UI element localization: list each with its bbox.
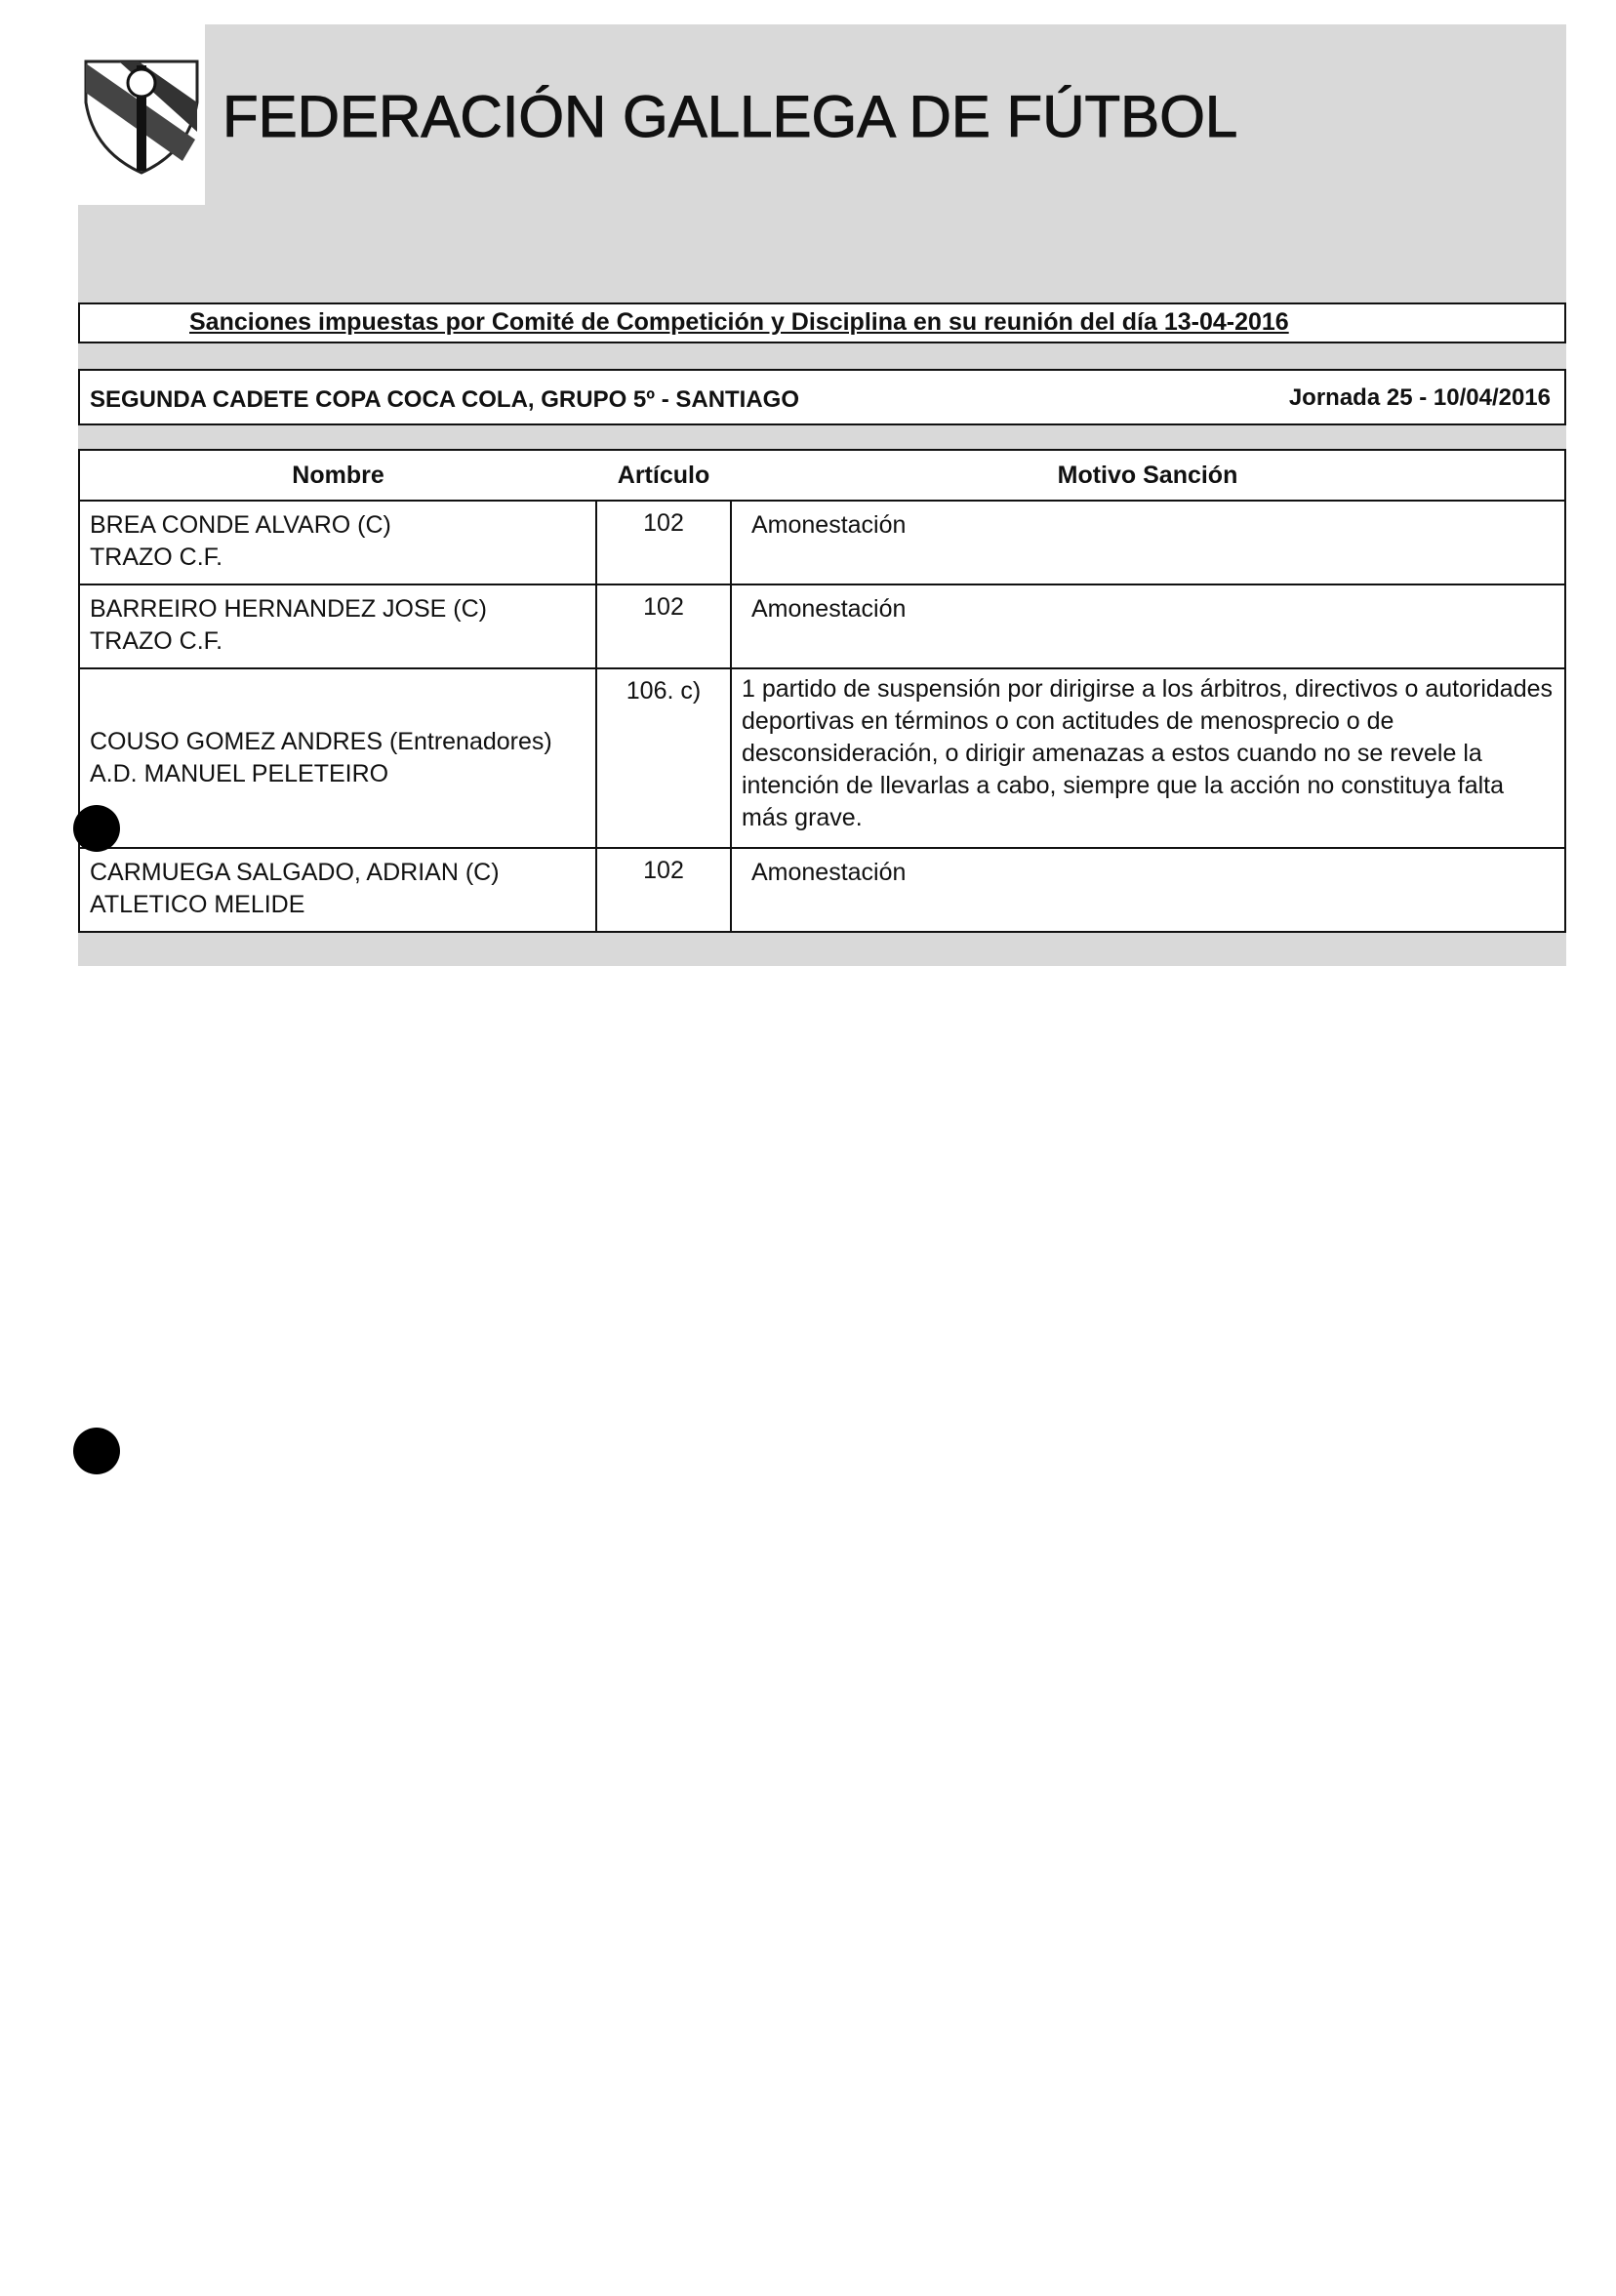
player-name: CARMUEGA SALGADO, ADRIAN (C) [90, 859, 500, 886]
jornada: Jornada 25 - 10/04/2016 [1288, 384, 1551, 411]
name-cell [79, 584, 596, 668]
table-row [79, 848, 1565, 932]
name-cell [79, 501, 596, 584]
table-header-row [79, 450, 1565, 501]
table-row [79, 501, 1565, 584]
club-name: TRAZO C.F. [90, 627, 223, 655]
header-motivo: Motivo Sanción [731, 450, 1565, 501]
name-cell [79, 668, 596, 848]
sanctions-heading-box [78, 302, 1566, 343]
article-cell: 102 [596, 584, 731, 668]
article-cell: 102 [596, 501, 731, 584]
table-row [79, 668, 1565, 848]
player-name: COUSO GOMEZ ANDRES (Entrenadores) [90, 728, 552, 755]
punch-hole-mark [73, 1428, 120, 1474]
article-cell: 106. c) [596, 668, 731, 848]
header-nombre: Nombre [79, 450, 596, 501]
club-name: ATLETICO MELIDE [90, 891, 305, 918]
competition-box [78, 369, 1566, 425]
article-cell: 102 [596, 848, 731, 932]
sanctions-heading: Sanciones impuestas por Comité de Competición y Disciplina en su reunión del día 13-04-2016 [189, 308, 1289, 336]
page-title: FEDERACIÓN GALLEGA DE FÚTBOL [222, 84, 1238, 149]
player-name: BARREIRO HERNANDEZ JOSE (C) [90, 595, 487, 623]
table-row [79, 584, 1565, 668]
club-name: TRAZO C.F. [90, 544, 223, 571]
club-name: A.D. MANUEL PELETEIRO [90, 760, 389, 787]
player-name: BREA CONDE ALVARO (C) [90, 511, 391, 539]
sanctions-table [78, 449, 1566, 933]
header-articulo: Artículo [596, 450, 731, 501]
punch-hole-mark [73, 805, 120, 852]
federation-shield-logo [80, 54, 203, 176]
competition-name: SEGUNDA CADETE COPA COCA COLA, GRUPO 5º - SANTIAGO [90, 386, 800, 413]
reason-cell: Amonestación [731, 501, 1565, 584]
name-cell [79, 848, 596, 932]
reason-cell: 1 partido de suspensión por dirigirse a los árbitros, directivos o autoridades deportivas en términos o con actitudes de menosprecio o de desconsideración, o dirigir amenazas a estos cuando no se revele la intención de llevarlas a cabo, siempre que la acción no constituya falta más grave. [731, 668, 1565, 848]
reason-cell: Amonestación [731, 584, 1565, 668]
reason-cell: Amonestación [731, 848, 1565, 932]
